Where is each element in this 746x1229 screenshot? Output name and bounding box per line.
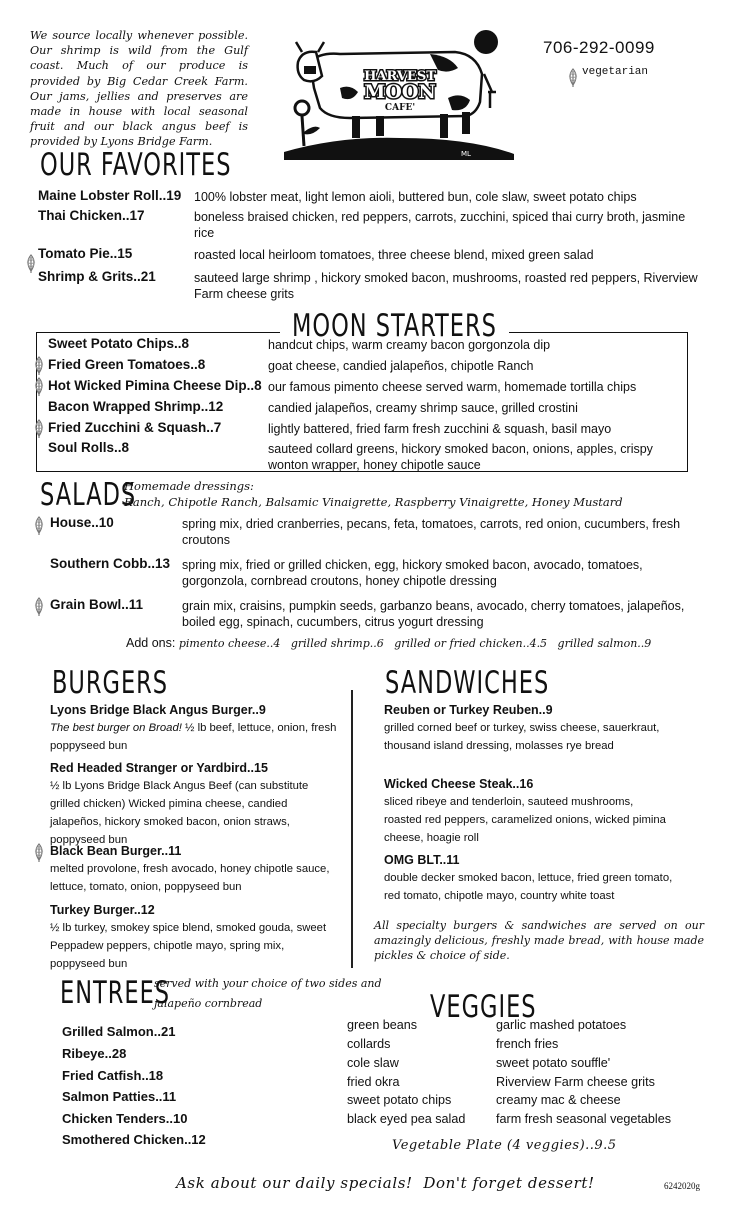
item-name: Reuben or Turkey Reuben..9 <box>384 703 553 717</box>
veggie-item: sweet potato souffle' <box>496 1056 611 1070</box>
veggie-item: Riverview Farm cheese grits <box>496 1075 655 1089</box>
item-desc: handcut chips, warm creamy bacon gorgonzola dip <box>268 338 551 352</box>
vegetarian-label: vegetarian <box>582 66 649 78</box>
item-desc: ½ lb Lyons Bridge Black Angus Beef (can substitute grilled chicken) Wicked pimina cheese, candied jalapeños, hickory smoked bacon, onion straws, poppyseed bun <box>50 780 309 846</box>
item-desc: candied jalapeños, creamy shrimp sauce, grilled crostini <box>268 401 578 415</box>
item-desc: grain mix, craisins, pumpkin seeds, garbanzo beans, avocado, cherry tomatoes, jalapeños, boiled egg, spinach, cucumbers, citrus yogurt dressing <box>182 599 685 629</box>
vegetarian-leaf-icon <box>32 516 46 536</box>
sandwiches-heading: SANDWICHES <box>385 664 550 701</box>
item-name: Hot Wicked Pimina Cheese Dip..8 <box>48 378 262 393</box>
logo-line1: HARVEST <box>364 69 436 84</box>
item-name: Maine Lobster Roll..19 <box>38 188 182 203</box>
vegetarian-leaf-icon <box>32 597 46 617</box>
entrees-note-line1: served with your choice of two sides and <box>154 977 382 990</box>
item-desc: spring mix, dried cranberries, pecans, feta, tomatoes, carrots, red onion, cucumbers, fresh croutons <box>182 517 681 547</box>
harvest-moon-cafe-logo <box>280 28 518 160</box>
entree-item: Grilled Salmon..21 <box>62 1024 176 1039</box>
salads-heading: SALADS <box>40 476 137 513</box>
vegetarian-leaf-icon <box>566 68 580 88</box>
vegetarian-leaf-icon <box>32 843 46 863</box>
entree-item: Fried Catfish..18 <box>62 1068 164 1083</box>
item-name: Sweet Potato Chips..8 <box>48 336 190 351</box>
entree-item: Ribeye..28 <box>62 1046 127 1061</box>
column-divider <box>351 690 353 968</box>
item-name: Bacon Wrapped Shrimp..12 <box>48 399 224 414</box>
vegetarian-leaf-icon <box>32 377 46 397</box>
item-name: OMG BLT..11 <box>384 853 460 867</box>
footer-message: Ask about our daily specials! Don't forget dessert! <box>176 1174 595 1192</box>
entrees-heading: ENTREES <box>60 974 171 1011</box>
menu-item <box>384 776 674 846</box>
menu-item <box>384 852 684 904</box>
logo-line3: CAFE' <box>384 103 416 113</box>
addons-label: Add ons: <box>126 636 176 650</box>
menu-item <box>50 843 340 895</box>
item-name: Turkey Burger..12 <box>50 903 155 917</box>
item-name: Wicked Cheese Steak..16 <box>384 777 534 791</box>
favorites-heading: OUR FAVORITES <box>40 146 232 183</box>
item-name: Black Bean Burger..11 <box>50 844 182 858</box>
item-name: Southern Cobb..13 <box>50 556 171 571</box>
item-desc: double decker smoked bacon, lettuce, fried green tomato, red tomato, chipotle mayo, country white toast <box>384 872 673 902</box>
item-name: Fried Green Tomatoes..8 <box>48 357 206 372</box>
item-name: Soul Rolls..8 <box>48 440 130 455</box>
menu-item <box>50 702 340 754</box>
veggie-item: garlic mashed potatoes <box>496 1018 627 1032</box>
item-desc: grilled corned beef or turkey, swiss cheese, sauerkraut, thousand island dressing, molasses rye bread <box>384 722 660 752</box>
item-name: Grain Bowl..11 <box>50 597 144 612</box>
item-name: Fried Zucchini & Squash..7 <box>48 420 222 435</box>
item-name: House..10 <box>50 515 114 530</box>
item-desc: ½ lb beef, lettuce, onion, fresh poppyseed bun <box>50 722 337 752</box>
veggie-item: farm fresh seasonal vegetables <box>496 1112 672 1126</box>
burgers-heading: BURGERS <box>52 664 169 701</box>
veggie-item: cole slaw <box>347 1056 399 1070</box>
item-desc: lightly battered, fried farm fresh zucchini & squash, basil mayo <box>268 422 612 436</box>
item-tagline: The best burger on Broad! <box>50 722 182 734</box>
item-desc: ½ lb turkey, smokey spice blend, smoked gouda, sweet Peppadew peppers, chipotle mayo, spring mix, poppyseed bun <box>50 922 327 970</box>
menu-item <box>50 760 340 848</box>
item-desc: spring mix, fried or grilled chicken, egg, hickory smoked bacon, avocado, tomatoes, gorgonzola, cornbread croutons, honey chipotle dressing <box>182 558 643 588</box>
item-desc: roasted local heirloom tomatoes, three cheese blend, mixed green salad <box>194 248 594 262</box>
entree-item: Chicken Tenders..10 <box>62 1111 188 1126</box>
veggie-item: black eyed pea salad <box>347 1112 466 1126</box>
veggie-item: sweet potato chips <box>347 1093 452 1107</box>
item-desc: boneless braised chicken, red peppers, carrots, zucchini, spiced thai curry broth, jasmine rice <box>194 210 686 240</box>
veggie-item: french fries <box>496 1037 559 1051</box>
item-desc: sliced ribeye and tenderloin, sauteed mushrooms, roasted red peppers, caramelized onions, wicked pimina cheese, hoagie roll <box>384 796 666 844</box>
starters-heading: MOON STARTERS <box>280 307 509 343</box>
item-desc: 100% lobster meat, light lemon aioli, buttered bun, cole slaw, sweet potato chips <box>194 190 637 204</box>
item-name: Lyons Bridge Black Angus Burger..9 <box>50 703 266 717</box>
item-name: Red Headed Stranger or Yardbird..15 <box>50 761 268 775</box>
addons-row <box>126 636 651 650</box>
vegetarian-leaf-icon <box>32 419 46 439</box>
item-desc: goat cheese, candied jalapeños, chipotle Ranch <box>268 359 534 373</box>
intro-paragraph: We source locally whenever possible. Our shrimp is wild from the Gulf coast. Much of our produce is provided by Big Cedar Creek Farm. Our jams, jellies and preserves are made in house with local seasonal fruit and our black angus beef is provided by Lyons Bridge Farm. <box>30 29 248 149</box>
item-desc: sauteed collard greens, hickory smoked bacon, onions, apples, crispy wonton wrapper, honey chipotle sauce <box>268 442 653 472</box>
entree-item: Salmon Patties..11 <box>62 1089 177 1104</box>
menu-item <box>384 702 674 754</box>
veggie-item: collards <box>347 1037 391 1051</box>
sandwich-note: All specialty burgers & sandwiches are served on our amazingly delicious, freshly made bread, with house made pickles & choice of side. <box>374 919 704 962</box>
phone-number[interactable]: 706-292-0099 <box>543 38 655 57</box>
entrees-note-line2: jalapeño cornbread <box>154 997 263 1010</box>
dressings-list: Ranch, Chipotle Ranch, Balsamic Vinaigrette, Raspberry Vinaigrette, Honey Mustard <box>124 495 623 509</box>
menu-item <box>50 902 340 972</box>
item-desc: melted provolone, fresh avocado, honey chipotle sauce, lettuce, tomato, onion, poppyseed bun <box>50 863 330 893</box>
veggie-item: fried okra <box>347 1075 400 1089</box>
vegetarian-leaf-icon <box>24 254 38 274</box>
vegetarian-leaf-icon <box>32 356 46 376</box>
veggie-item: creamy mac & cheese <box>496 1093 621 1107</box>
logo-initials: ML <box>461 150 471 158</box>
vegetable-plate: Vegetable Plate (4 veggies)..9.5 <box>392 1138 617 1153</box>
logo-line2: MOON <box>364 81 436 103</box>
veggies-heading: VEGGIES <box>430 988 537 1025</box>
veggie-item: green beans <box>347 1018 418 1032</box>
item-name: Tomato Pie..15 <box>38 246 133 261</box>
item-desc: our famous pimento cheese served warm, homemade tortilla chips <box>268 380 637 394</box>
menu-code: 6242020g <box>664 1181 700 1191</box>
item-name: Thai Chicken..17 <box>38 208 145 223</box>
item-name: Shrimp & Grits..21 <box>38 269 156 284</box>
item-desc: sauteed large shrimp , hickory smoked bacon, mushrooms, roasted red peppers, Riverview Farm cheese grits <box>194 271 698 301</box>
addons-list: pimento cheese..4 grilled shrimp..6 grilled or fried chicken..4.5 grilled salmon..9 <box>178 637 652 650</box>
dressings-title: Homemade dressings: <box>124 479 254 493</box>
entree-item: Smothered Chicken..12 <box>62 1132 206 1147</box>
